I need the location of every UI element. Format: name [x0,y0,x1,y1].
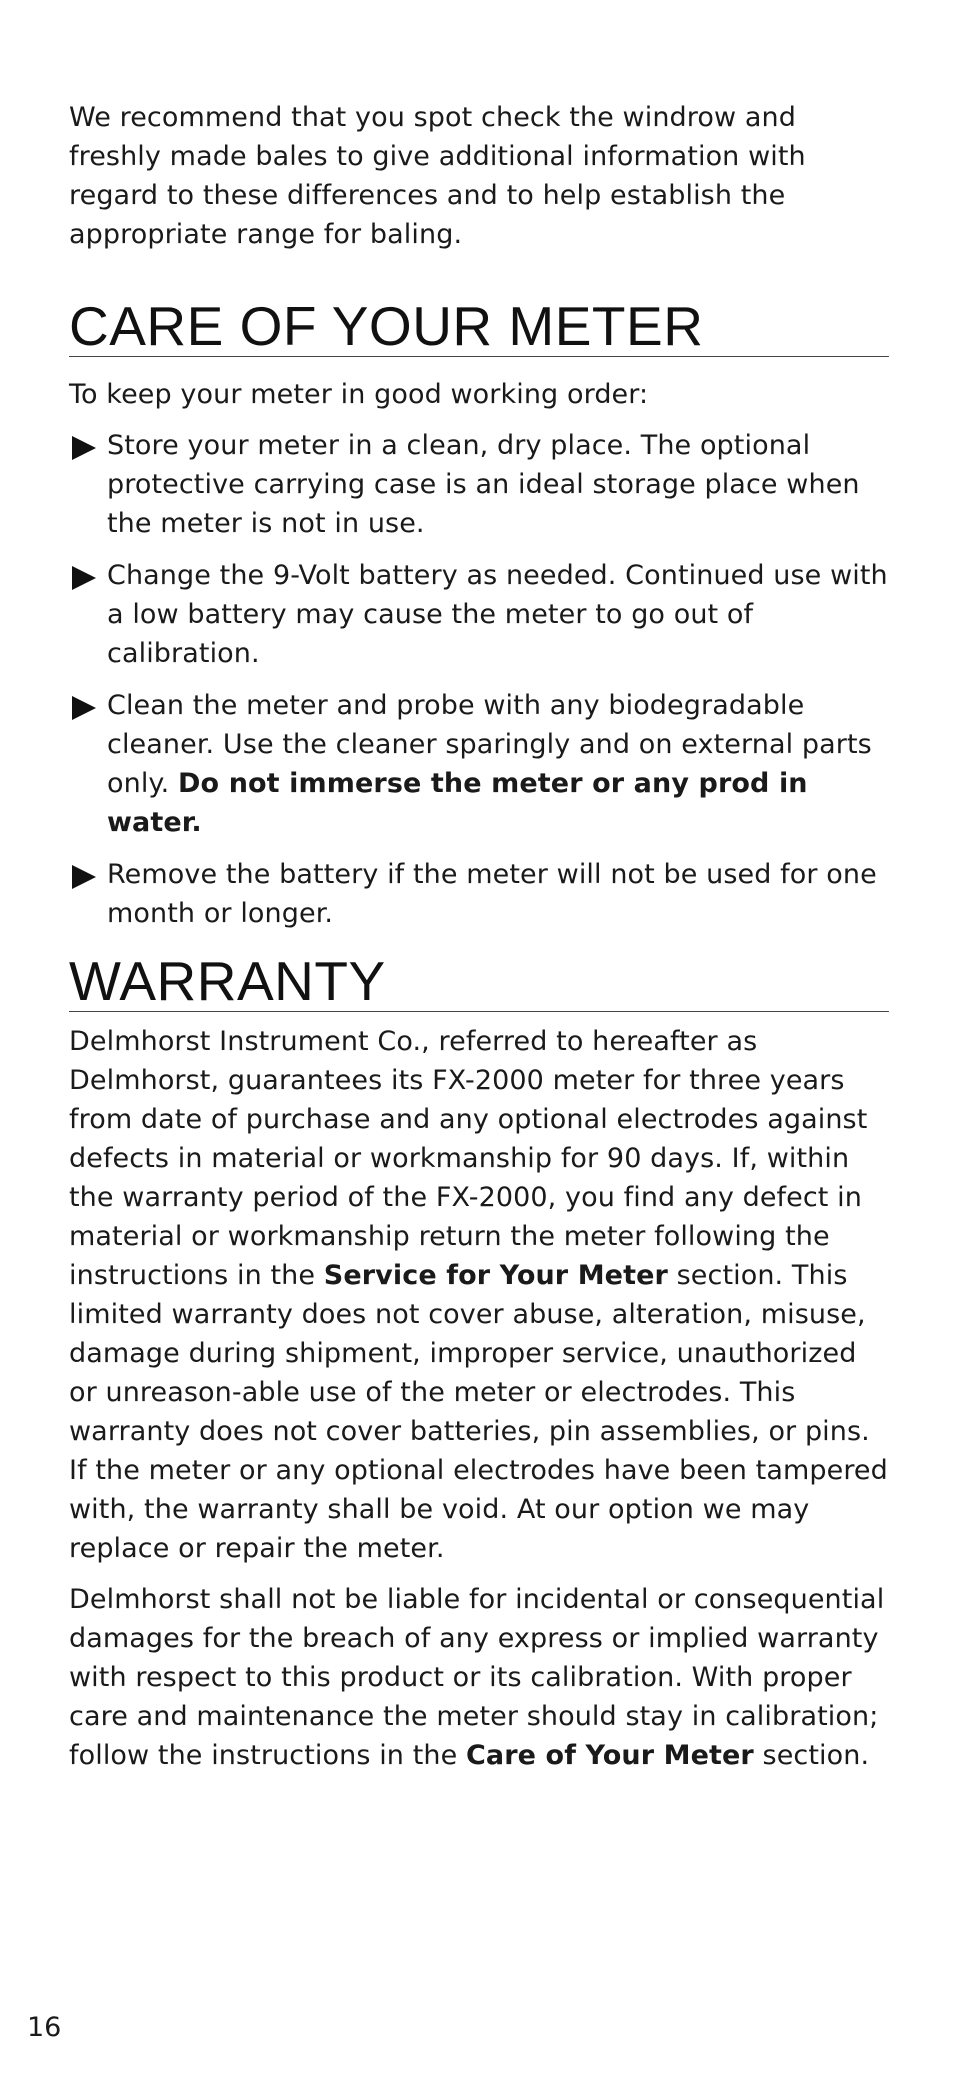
list-item [69,855,889,933]
warranty-text: section. This limited warranty does not cover abuse, alteration, misuse, damage during shipment, improper service, unauthorized or unreason-able use of the meter or electrodes. This warranty does not cover batteries, pin assemblies, or pins. If the meter or any optional electrodes have been tampered with, the warranty shall be void. At our option we may replace or repair the meter. [69,1260,888,1564]
list-item-bold: Do not immerse the meter or any prod in water. [107,768,808,838]
triangle-right-icon [72,865,96,889]
list-item [69,426,889,543]
manual-page [69,98,889,1775]
triangle-right-icon [72,696,96,720]
list-item-text: Remove the battery if the meter will not be used for one month or longer. [107,859,877,929]
list-item [69,556,889,673]
list-item-text: Change the 9-Volt battery as needed. Continued use with a low battery may cause the meter to go out of calibration. [107,560,888,669]
warranty-text: Delmhorst Instrument Co., referred to hereafter as Delmhorst, guarantees its FX-2000 meter for three years from date of purchase and any optional electrodes against defects in material or workmanship for 90 days. If, within the warranty period of the FX-2000, you find any defect in material or workmanship return the meter following the instructions in the [69,1026,868,1291]
list-item-text: Store your meter in a clean, dry place. The optional protective carrying case is an ideal storage place when the meter is not in use. [107,430,860,539]
warranty-bold-ref: Care of Your Meter [466,1740,754,1771]
triangle-right-icon [72,566,96,590]
intro-paragraph: We recommend that you spot check the windrow and freshly made bales to give additional information with regard to these differences and to help establish the appropriate range for baling. [69,102,806,250]
warranty-text: Delmhorst shall not be liable for incidental or consequential damages for the breach of any express or implied warranty with respect to this product or its calibration. With proper care and maintenance the meter should stay in calibration; follow the instructions in the [69,1584,885,1771]
warranty-heading: WARRANTY [69,953,889,1012]
warranty-bold-ref: Service for Your Meter [323,1260,668,1291]
care-lead: To keep your meter in good working order: [69,379,649,410]
triangle-right-icon [72,436,96,460]
list-item [69,686,889,842]
care-heading: CARE OF YOUR METER [69,298,889,357]
warranty-paragraph-1 [69,1022,889,1568]
list-item-text: Clean the meter and probe with any biodegradable cleaner. Use the cleaner sparingly and on external parts only. [107,690,872,799]
page-number: 16 [27,2012,62,2043]
warranty-paragraph-2 [69,1580,889,1775]
warranty-text: section. [753,1740,870,1771]
care-list [69,426,889,933]
